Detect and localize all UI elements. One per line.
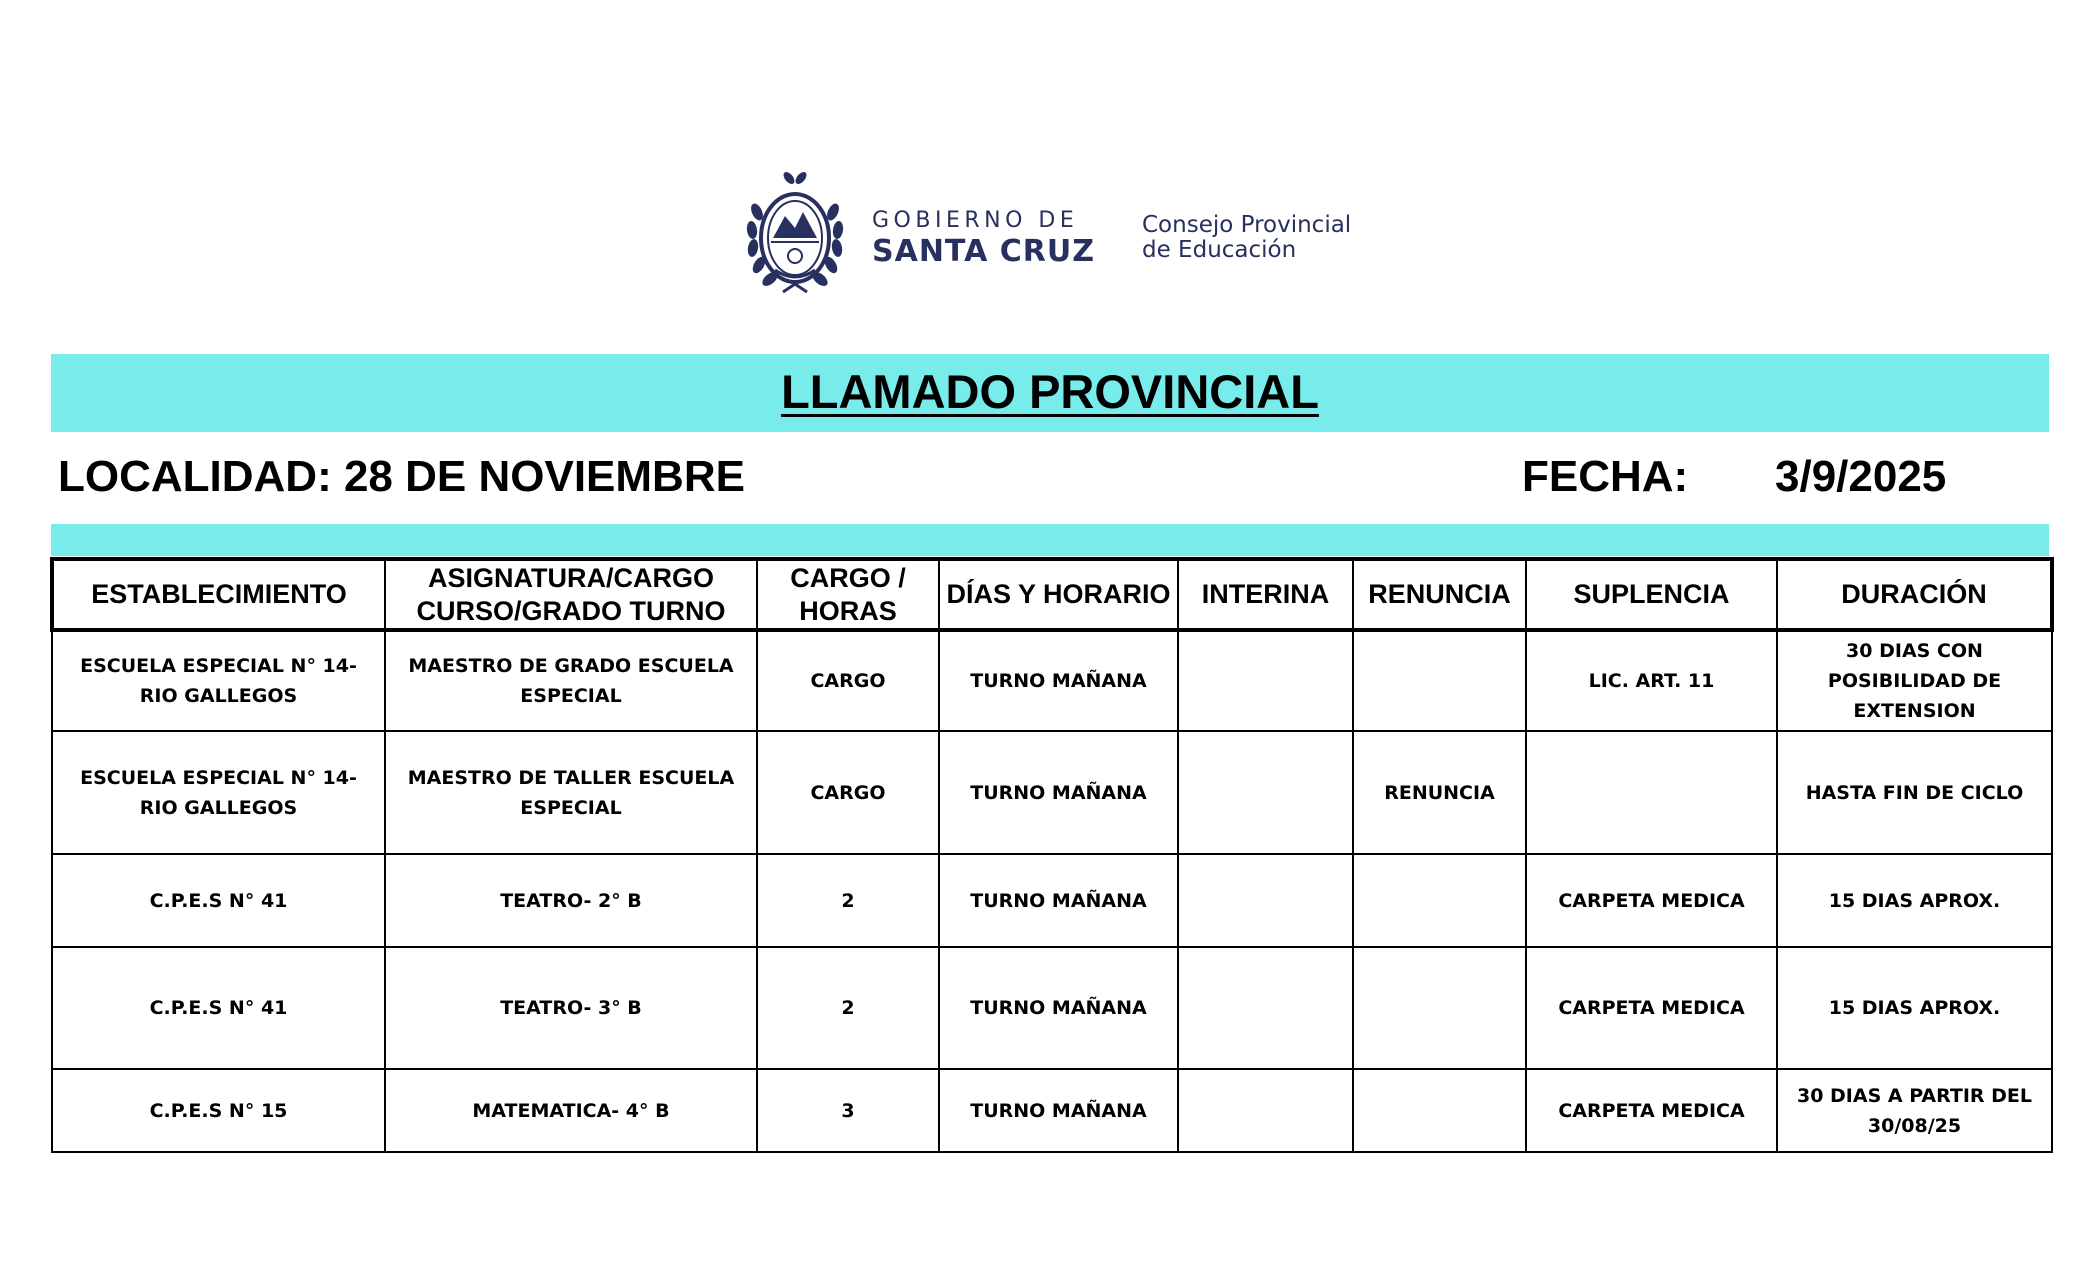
table-cell [1178, 630, 1353, 731]
table-cell: CARPETA MEDICA [1526, 854, 1777, 947]
table-cell [1353, 1069, 1526, 1152]
table-cell: CARGO [757, 731, 939, 854]
table-row [52, 947, 2052, 1069]
consejo-line1: Consejo Provincial [1142, 212, 1352, 238]
table-cell: TURNO MAÑANA [939, 854, 1178, 947]
table-cell: LIC. ART. 11 [1526, 630, 1777, 731]
table-cell: MAESTRO DE GRADO ESCUELA ESPECIAL [385, 630, 757, 731]
table-cell: CARGO [757, 630, 939, 731]
localidad-label: LOCALIDAD: 28 DE NOVIEMBRE [58, 452, 745, 501]
column-header: ESTABLECIMIENTO [52, 559, 385, 630]
gobierno-line1: GOBIERNO DE [872, 208, 1079, 233]
table-cell: HASTA FIN DE CICLO [1777, 731, 2052, 854]
table-cell: MAESTRO DE TALLER ESCUELA ESPECIAL [385, 731, 757, 854]
gobierno-line2: SANTA CRUZ [872, 234, 1095, 269]
table-row [52, 630, 2052, 731]
table-cell: ESCUELA ESPECIAL N° 14- RIO GALLEGOS [52, 731, 385, 854]
table-cell [1353, 630, 1526, 731]
table-cell [1353, 947, 1526, 1069]
table-cell: TURNO MAÑANA [939, 630, 1178, 731]
table-cell: C.P.E.S N° 41 [52, 854, 385, 947]
document-title: LLAMADO PROVINCIAL [781, 364, 1319, 418]
column-header: SUPLENCIA [1526, 559, 1777, 630]
table-cell: TURNO MAÑANA [939, 731, 1178, 854]
table-cell: 2 [757, 947, 939, 1069]
table-cell [1178, 731, 1353, 854]
column-header: ASIGNATURA/CARGO CURSO/GRADO TURNO [385, 559, 757, 630]
table-cell: 2 [757, 854, 939, 947]
table-cell: C.P.E.S N° 41 [52, 947, 385, 1069]
table-cell: ESCUELA ESPECIAL N° 14- RIO GALLEGOS [52, 630, 385, 731]
table-cell: 3 [757, 1069, 939, 1152]
table-cell: 30 DIAS A PARTIR DEL 30/08/25 [1777, 1069, 2052, 1152]
fecha-value: 3/9/2025 [1775, 452, 1947, 501]
column-header: INTERINA [1178, 559, 1353, 630]
table-cell: RENUNCIA [1353, 731, 1526, 854]
table-cell: CARPETA MEDICA [1526, 1069, 1777, 1152]
table-cell: TURNO MAÑANA [939, 1069, 1178, 1152]
column-header: CARGO / HORAS [757, 559, 939, 630]
vacancies-table [50, 557, 2054, 1153]
table-row [52, 854, 2052, 947]
table-cell: TURNO MAÑANA [939, 947, 1178, 1069]
column-header: RENUNCIA [1353, 559, 1526, 630]
provincial-seal-icon [745, 172, 845, 300]
table-cell: CARPETA MEDICA [1526, 947, 1777, 1069]
column-header: DÍAS Y HORARIO [939, 559, 1178, 630]
table-row [52, 1069, 2052, 1152]
table-cell [1178, 947, 1353, 1069]
table-cell [1353, 854, 1526, 947]
table-cell: 15 DIAS APROX. [1777, 947, 2052, 1069]
table-cell: MATEMATICA- 4° B [385, 1069, 757, 1152]
table-cell: TEATRO- 3° B [385, 947, 757, 1069]
separator-band [51, 524, 2049, 556]
fecha-label: FECHA: [1522, 452, 1689, 501]
consejo-line2: de Educación [1142, 237, 1297, 263]
table-cell [1178, 1069, 1353, 1152]
table-cell: TEATRO- 2° B [385, 854, 757, 947]
table-cell [1526, 731, 1777, 854]
table-cell [1178, 854, 1353, 947]
title-band [51, 354, 2049, 432]
table-cell: 15 DIAS APROX. [1777, 854, 2052, 947]
table-cell: 30 DIAS CON POSIBILIDAD DE EXTENSION [1777, 630, 2052, 731]
header-logo [745, 172, 1365, 302]
table-header-row [52, 559, 2052, 630]
column-header: DURACIÓN [1777, 559, 2052, 630]
table-row [52, 731, 2052, 854]
table-cell: C.P.E.S N° 15 [52, 1069, 385, 1152]
